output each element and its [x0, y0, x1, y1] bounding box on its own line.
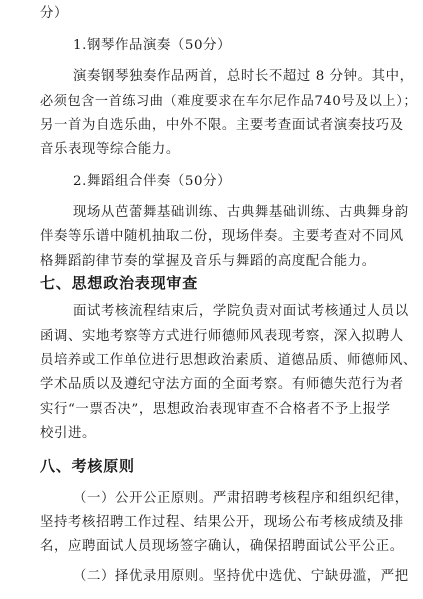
text-line: 音乐表现等综合能力。 [40, 142, 180, 157]
section-heading: 八、考核原则 [40, 457, 135, 475]
subsection-heading: 2.舞蹈组合伴奏（50分） [73, 174, 232, 189]
section-heading: 七、思想政治表现审查 [40, 274, 199, 292]
subsection-heading: 1.钢琴作品演奏（50分） [73, 38, 232, 53]
text-line: 必须包含一首练习曲（难度要求在车尔尼作品740号及以上）； [40, 94, 418, 109]
text-line: 面试考核流程结束后，学院负责对面试考核通过人员以 [73, 304, 409, 319]
text-line: 学术品质以及遵纪守法方面的全面考察。有师德失范行为者 [40, 377, 404, 392]
text-line: 演奏钢琴独奏作品两首，总时长不超过 8 分钟。其中， [73, 69, 414, 84]
text-line: 校引进。 [40, 426, 96, 441]
text-line: 现场从芭蕾舞基础训练、古典舞基础训练、古典舞身韵 [73, 205, 409, 220]
text-line: 分） [40, 6, 68, 21]
text-line: 坚持考核招聘工作过程、结果公开，现场公布考核成绩及排 [40, 515, 404, 530]
text-line: 另一首为自选乐曲，中外不限。主要考查面试者演奏技巧及 [40, 118, 404, 133]
text-line: （二）择优录用原则。坚持优中选优、宁缺毋滥，严把 [73, 569, 409, 584]
text-line: 员培养或工作单位进行思想政治素质、道德品质、师德师风、 [40, 353, 417, 368]
text-line: 函调、实地考察等方式进行师德师风表现考察，深入拟聘人 [40, 329, 404, 344]
text-line: 伴奏等乐谱中随机抽取二份，现场伴奏。主要考查对不同风 [40, 229, 404, 244]
text-line: （一）公开公正原则。严肃招聘考核程序和组织纪律， [73, 491, 409, 506]
text-line: 名，应聘面试人员现场签字确认，确保招聘面试公平公正。 [40, 539, 404, 554]
text-line: 实行“一票否决”，思想政治表现审查不合格者不予上报学 [40, 402, 391, 417]
text-line: 格舞蹈韵律节奏的掌握及音乐与舞蹈的高度配合能力。 [40, 254, 376, 269]
